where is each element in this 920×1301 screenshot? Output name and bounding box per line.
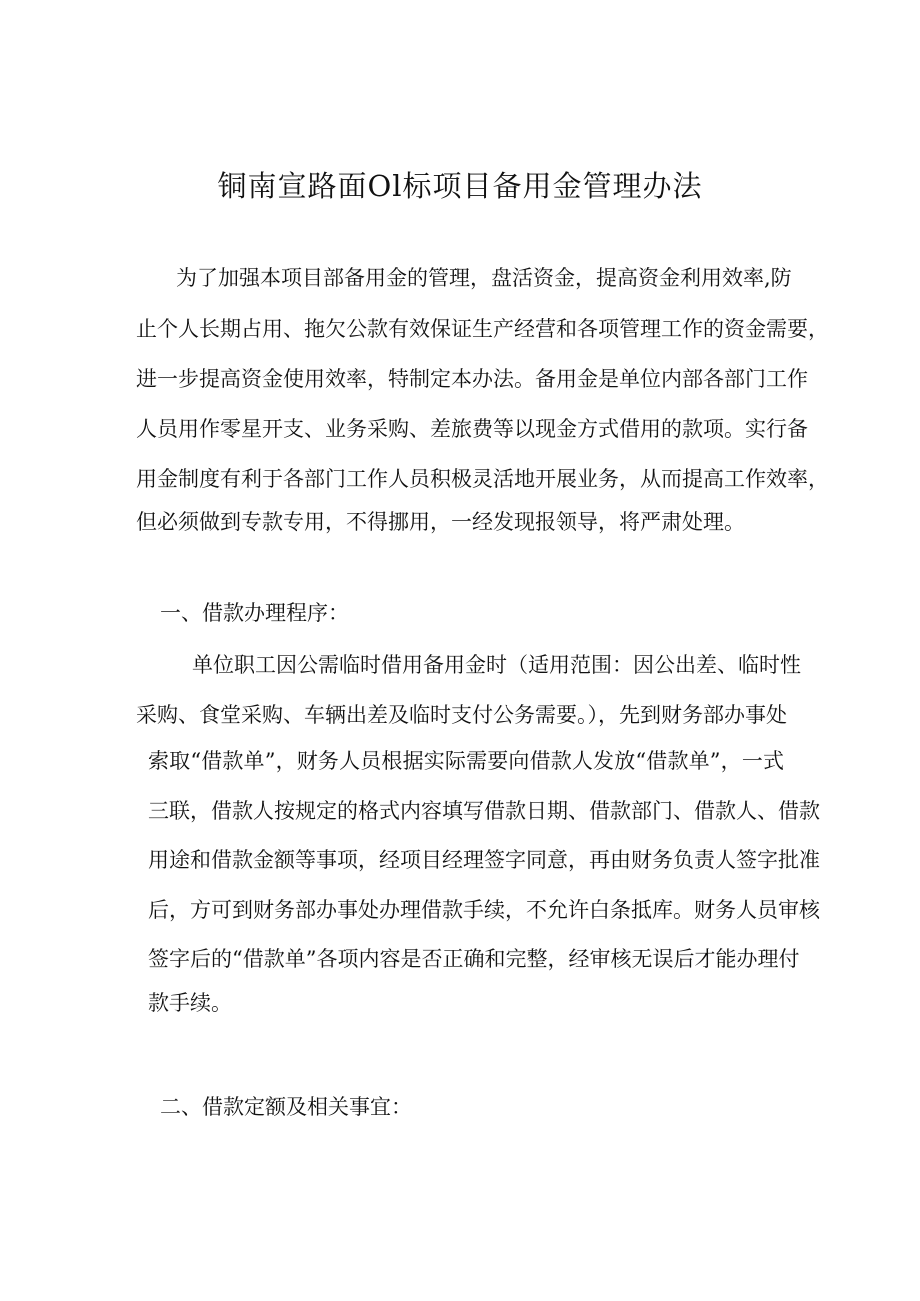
section-1-line: 后，方可到财务部办事处办理借款手续，不允许白条抵库。财务人员审核 — [148, 898, 820, 922]
intro-line: 为了加强本项目部备用金的管理，盘活资金，提高资金利用效率,防 — [176, 266, 792, 290]
section-1-line: 签字后的“借款单”各项内容是否正确和完整，经审核无误后才能办理付 — [148, 947, 800, 971]
intro-line: 用金制度有利于各部门工作人员积极灵活地开展业务，从而提高工作效率， — [136, 467, 829, 491]
section-1-line: 款手续。 — [148, 991, 232, 1015]
section-1-line: 三联，借款人按规定的格式内容填写借款日期、借款部门、借款人、借款 — [148, 799, 820, 823]
intro-line: 进一步提高资金使用效率，特制定本办法。备用金是单位内部各部门工作 — [136, 367, 808, 391]
section-heading-1: 一、借款办理程序： — [160, 601, 349, 625]
section-1-line: 用途和借款金额等事项，经项目经理签字同意，再由财务负责人签字批准 — [148, 848, 820, 872]
document-title: 铜南宣路面Ol标项目备用金管理办法 — [217, 169, 703, 203]
intro-line: 止个人长期占用、拖欠公款有效保证生产经营和各项管理工作的资金需要， — [136, 317, 829, 341]
intro-line: 但必须做到专款专用，不得挪用，一经发现报领导，将严肃处理。 — [136, 510, 745, 534]
section-heading-2: 二、借款定额及相关事宜： — [160, 1095, 412, 1119]
section-1-line: 单位职工因公需临时借用备用金时（适用范围：因公出差、临时性 — [192, 653, 801, 677]
section-1-line: 索取“借款单”，财务人员根据实际需要向借款人发放“借款单”，一式 — [148, 749, 784, 773]
section-1-line: 采购、食堂采购、车辆出差及临时支付公务需要。），先到财务部办事处 — [136, 703, 787, 727]
intro-line: 人员用作零星开支、业务采购、差旅费等以现金方式借用的款项。实行备 — [136, 417, 808, 441]
